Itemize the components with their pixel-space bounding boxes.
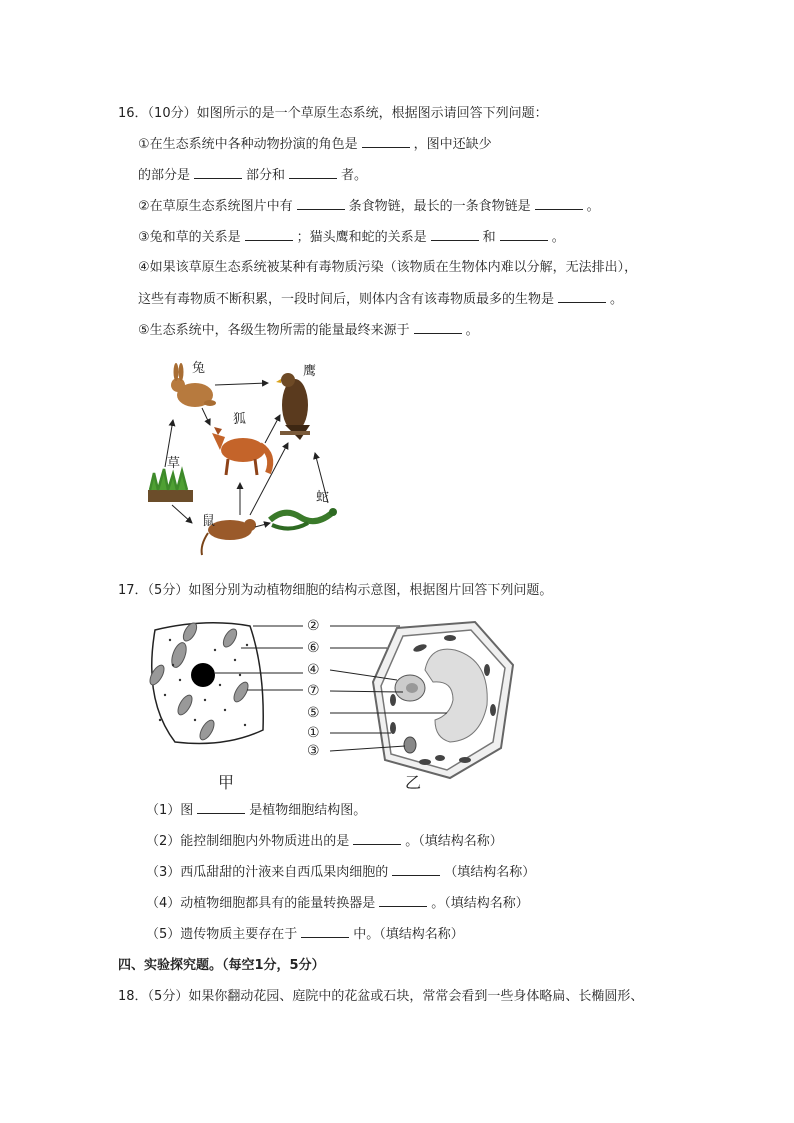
q16-line4-text-b: ；猫头鹰和蛇的关系是 (296, 230, 427, 245)
answer-blank[interactable] (297, 197, 345, 210)
answer-blank[interactable] (379, 894, 427, 907)
q16-line6-text-b: 。 (610, 292, 624, 307)
label-mouse: 鼠 (202, 514, 216, 529)
animal-nucleus (191, 663, 215, 687)
answer-blank[interactable] (558, 290, 606, 303)
marker-7: ⑦ (307, 683, 320, 699)
arrow-fox-eagle (265, 415, 280, 443)
cell-diagram (135, 610, 535, 795)
q17-sub2 (146, 832, 503, 851)
section4-title: 四、实验探究题。（每空1分，5分） (118, 958, 325, 973)
q16-line4-text-d: 。 (551, 230, 565, 245)
q16-line2-text-a: 的部分是 (138, 168, 191, 183)
arrow-rabbit-fox (202, 408, 210, 425)
q17-sub1-text-b: 是植物细胞结构图。 (249, 803, 367, 818)
answer-blank[interactable] (431, 228, 479, 241)
q16-line3-text-b: 条食物链，最长的一条食物链是 (348, 199, 531, 214)
arrow-rabbit-eagle (215, 383, 268, 385)
label-jia: 甲 (218, 773, 235, 792)
q16-line2 (138, 166, 367, 185)
answer-blank[interactable] (414, 321, 462, 334)
arrow-mouse-snake (255, 523, 270, 527)
q17-sub1 (146, 801, 366, 820)
label-rabbit: 兔 (192, 361, 206, 376)
q16-line7-text-a: ⑤生态系统中，各级生物所需的能量最终来源于 (138, 323, 410, 338)
marker-3: ③ (307, 743, 320, 759)
q17-sub2-text-b: 。（填结构名称） (405, 834, 503, 849)
answer-blank[interactable] (362, 135, 410, 148)
q16-line3 (138, 197, 600, 216)
label-grass: 草 (167, 456, 181, 471)
food-web-figure (140, 355, 345, 565)
label-yi: 乙 (405, 773, 422, 792)
q16-line3-text-c: 。 (586, 199, 600, 214)
q17-sub4 (146, 894, 529, 913)
marker-1: ① (307, 725, 320, 741)
label-snake: 蛇 (316, 490, 330, 505)
q16-line6-text-a: 这些有毒物质不断积累，一段时间后，则体内含有该毒物质最多的生物是 (138, 292, 555, 307)
q17-sub5 (146, 925, 464, 944)
q18-title: 18．（5分）如果你翻动花园、庭院中的花盆或石块，常常会看到一些身体略扁、长椭圆形、 (118, 989, 644, 1004)
marker-2: ② (307, 618, 320, 634)
q17-sub5-text-a: （5）遗传物质主要存在于 (146, 927, 298, 942)
answer-blank[interactable] (500, 228, 548, 241)
q16-line2-text-b: 部分和 (246, 168, 286, 183)
answer-blank[interactable] (197, 801, 245, 814)
eagle-illustration (276, 373, 310, 440)
q16-line1-text-a: ①在生态系统中各种动物扮演的角色是 (138, 137, 358, 152)
q16-line6 (138, 290, 623, 309)
q16-line3-text-a: ②在草原生态系统图片中有 (138, 199, 293, 214)
q17-sub1-text-a: （1）图 (146, 803, 194, 818)
answer-blank[interactable] (301, 925, 349, 938)
q16-line7-text-b: 。 (465, 323, 479, 338)
label-fox: 狐 (233, 412, 247, 427)
q17-sub3 (146, 863, 535, 882)
snake-illustration (270, 508, 337, 529)
q16-line4-text-c: 和 (482, 230, 496, 245)
q16-line1 (138, 135, 492, 154)
q17-sub3-text-b: （填结构名称） (444, 865, 536, 880)
answer-blank[interactable] (245, 228, 293, 241)
q17-sub3-text-a: （3）西瓜甜甜的汁液来自西瓜果肉细胞的 (146, 865, 389, 880)
answer-blank[interactable] (353, 832, 401, 845)
q17-sub2-text-a: （2）能控制细胞内外物质进出的是 (146, 834, 350, 849)
answer-blank[interactable] (535, 197, 583, 210)
q16-line5: ④如果该草原生态系统被某种有毒物质污染（该物质在生物体内难以分解，无法排出）， (138, 260, 638, 275)
animal-cell (147, 621, 263, 744)
q17-title: 17．（5分）如图分别为动植物细胞的结构示意图，根据图片回答下列问题。 (118, 583, 553, 598)
marker-4: ④ (307, 662, 320, 678)
q16-line4-text-a: ③兔和草的关系是 (138, 230, 241, 245)
grass-illustration (148, 469, 193, 502)
q16-line4 (138, 228, 565, 247)
label-eagle: 鹰 (303, 364, 317, 379)
q17-sub4-text-b: 。（填结构名称） (431, 896, 529, 911)
answer-blank[interactable] (289, 166, 337, 179)
marker-5: ⑤ (307, 705, 320, 721)
q17-sub5-text-b: 中。（填结构名称） (353, 927, 464, 942)
q16-line1-text-b: ，图中还缺少 (413, 137, 492, 152)
arrow-grass-mouse (172, 505, 192, 523)
q16-line7 (138, 321, 479, 340)
marker-6: ⑥ (307, 640, 320, 656)
fox-illustration (212, 427, 270, 475)
answer-blank[interactable] (392, 863, 440, 876)
q16-title: 16．（10分）如图所示的是一个草原生态系统，根据图示请回答下列问题： (118, 106, 548, 121)
q17-sub4-text-a: （4）动植物细胞都具有的能量转换器是 (146, 896, 376, 911)
q16-line2-text-c: 者。 (341, 168, 368, 183)
answer-blank[interactable] (194, 166, 242, 179)
plant-cell (373, 622, 513, 778)
